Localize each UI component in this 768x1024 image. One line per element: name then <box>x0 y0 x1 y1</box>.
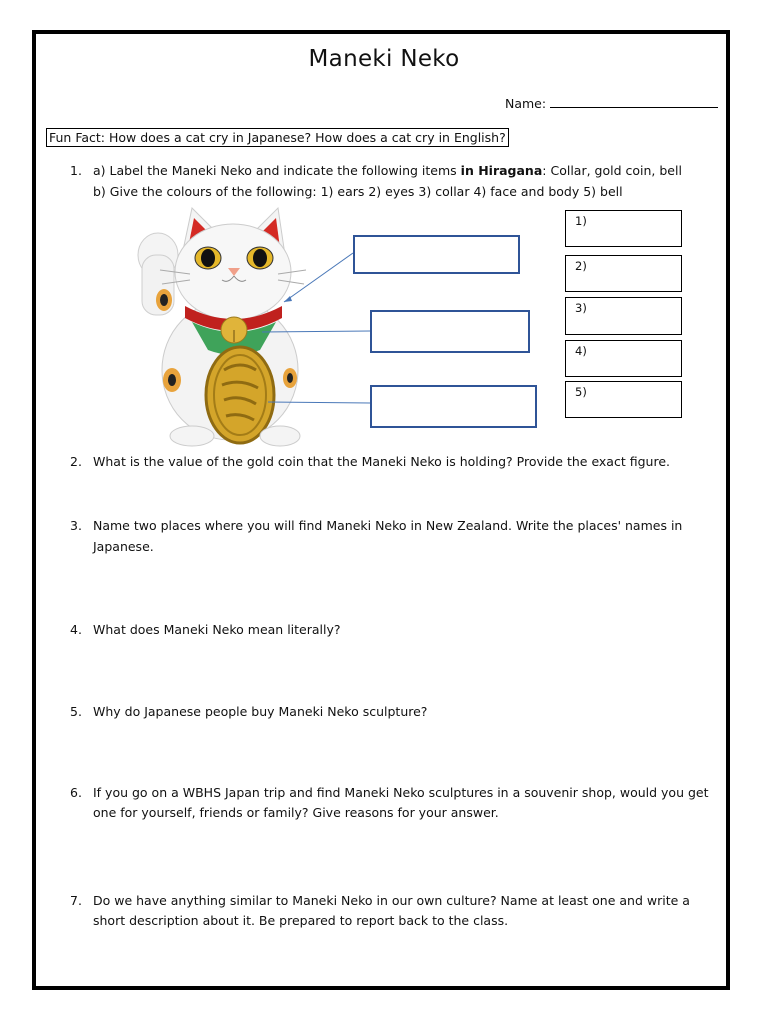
question-3 <box>0 516 768 560</box>
colour-box-eyes[interactable]: 2) <box>565 255 682 292</box>
arrow-to-bell <box>262 331 370 332</box>
colour-box-collar[interactable]: 3) <box>565 297 682 335</box>
question-number: 5. <box>70 704 82 719</box>
question-5 <box>0 702 768 726</box>
label-box-coin[interactable] <box>370 385 537 428</box>
question-text: What does Maneki Neko mean literally? <box>93 622 341 637</box>
question-text: Name two places where you will find Maneki Neko in New Zealand. Write the places' names in <box>93 518 683 533</box>
question-text: Why do Japanese people buy Maneki Neko sculpture? <box>93 704 428 719</box>
question-number: 1. <box>70 163 82 178</box>
q1a-prefix: a) Label the Maneki Neko and indicate the following items <box>93 163 461 178</box>
question-text-line2: short description about it. Be prepared to report back to the class. <box>93 913 509 928</box>
colour-box-ears[interactable]: 1) <box>565 210 682 247</box>
q1a-suffix: : Collar, gold coin, bell <box>542 163 682 178</box>
question-text-line2: Japanese. <box>93 539 154 554</box>
question-text-line2: one for yourself, friends or family? Give reasons for your answer. <box>93 805 499 820</box>
question-2 <box>0 452 768 476</box>
question-text: Do we have anything similar to Maneki Neko in our own culture? Name at least one and write a <box>93 893 690 908</box>
q1a-bold: in Hiragana <box>460 163 543 178</box>
arrow-to-collar <box>284 253 353 302</box>
question-number: 4. <box>70 622 82 637</box>
question-text: If you go on a WBHS Japan trip and find Maneki Neko sculptures in a souvenir shop, would you get <box>93 785 709 800</box>
question-number: 2. <box>70 454 82 469</box>
question-1b: b) Give the colours of the following: 1) ears 2) eyes 3) collar 4) face and body 5) bell <box>93 184 623 199</box>
question-number: 7. <box>70 893 82 908</box>
question-text: What is the value of the gold coin that the Maneki Neko is holding? Provide the exact figure. <box>93 454 670 469</box>
label-box-bell[interactable] <box>370 310 530 353</box>
question-7 <box>0 891 768 935</box>
name-label: Name: <box>505 96 547 111</box>
label-box-collar[interactable] <box>353 235 520 274</box>
question-number: 3. <box>70 518 82 533</box>
colour-box-bell[interactable]: 5) <box>565 381 682 418</box>
page-title: Maneki Neko <box>308 46 460 72</box>
arrow-to-coin <box>268 402 370 403</box>
question-number: 6. <box>70 785 82 800</box>
question-4 <box>0 620 768 644</box>
colour-box-face-body[interactable]: 4) <box>565 340 682 377</box>
question-6 <box>0 783 768 827</box>
fun-fact-box: Fun Fact: How does a cat cry in Japanese? How does a cat cry in English? <box>46 128 509 147</box>
